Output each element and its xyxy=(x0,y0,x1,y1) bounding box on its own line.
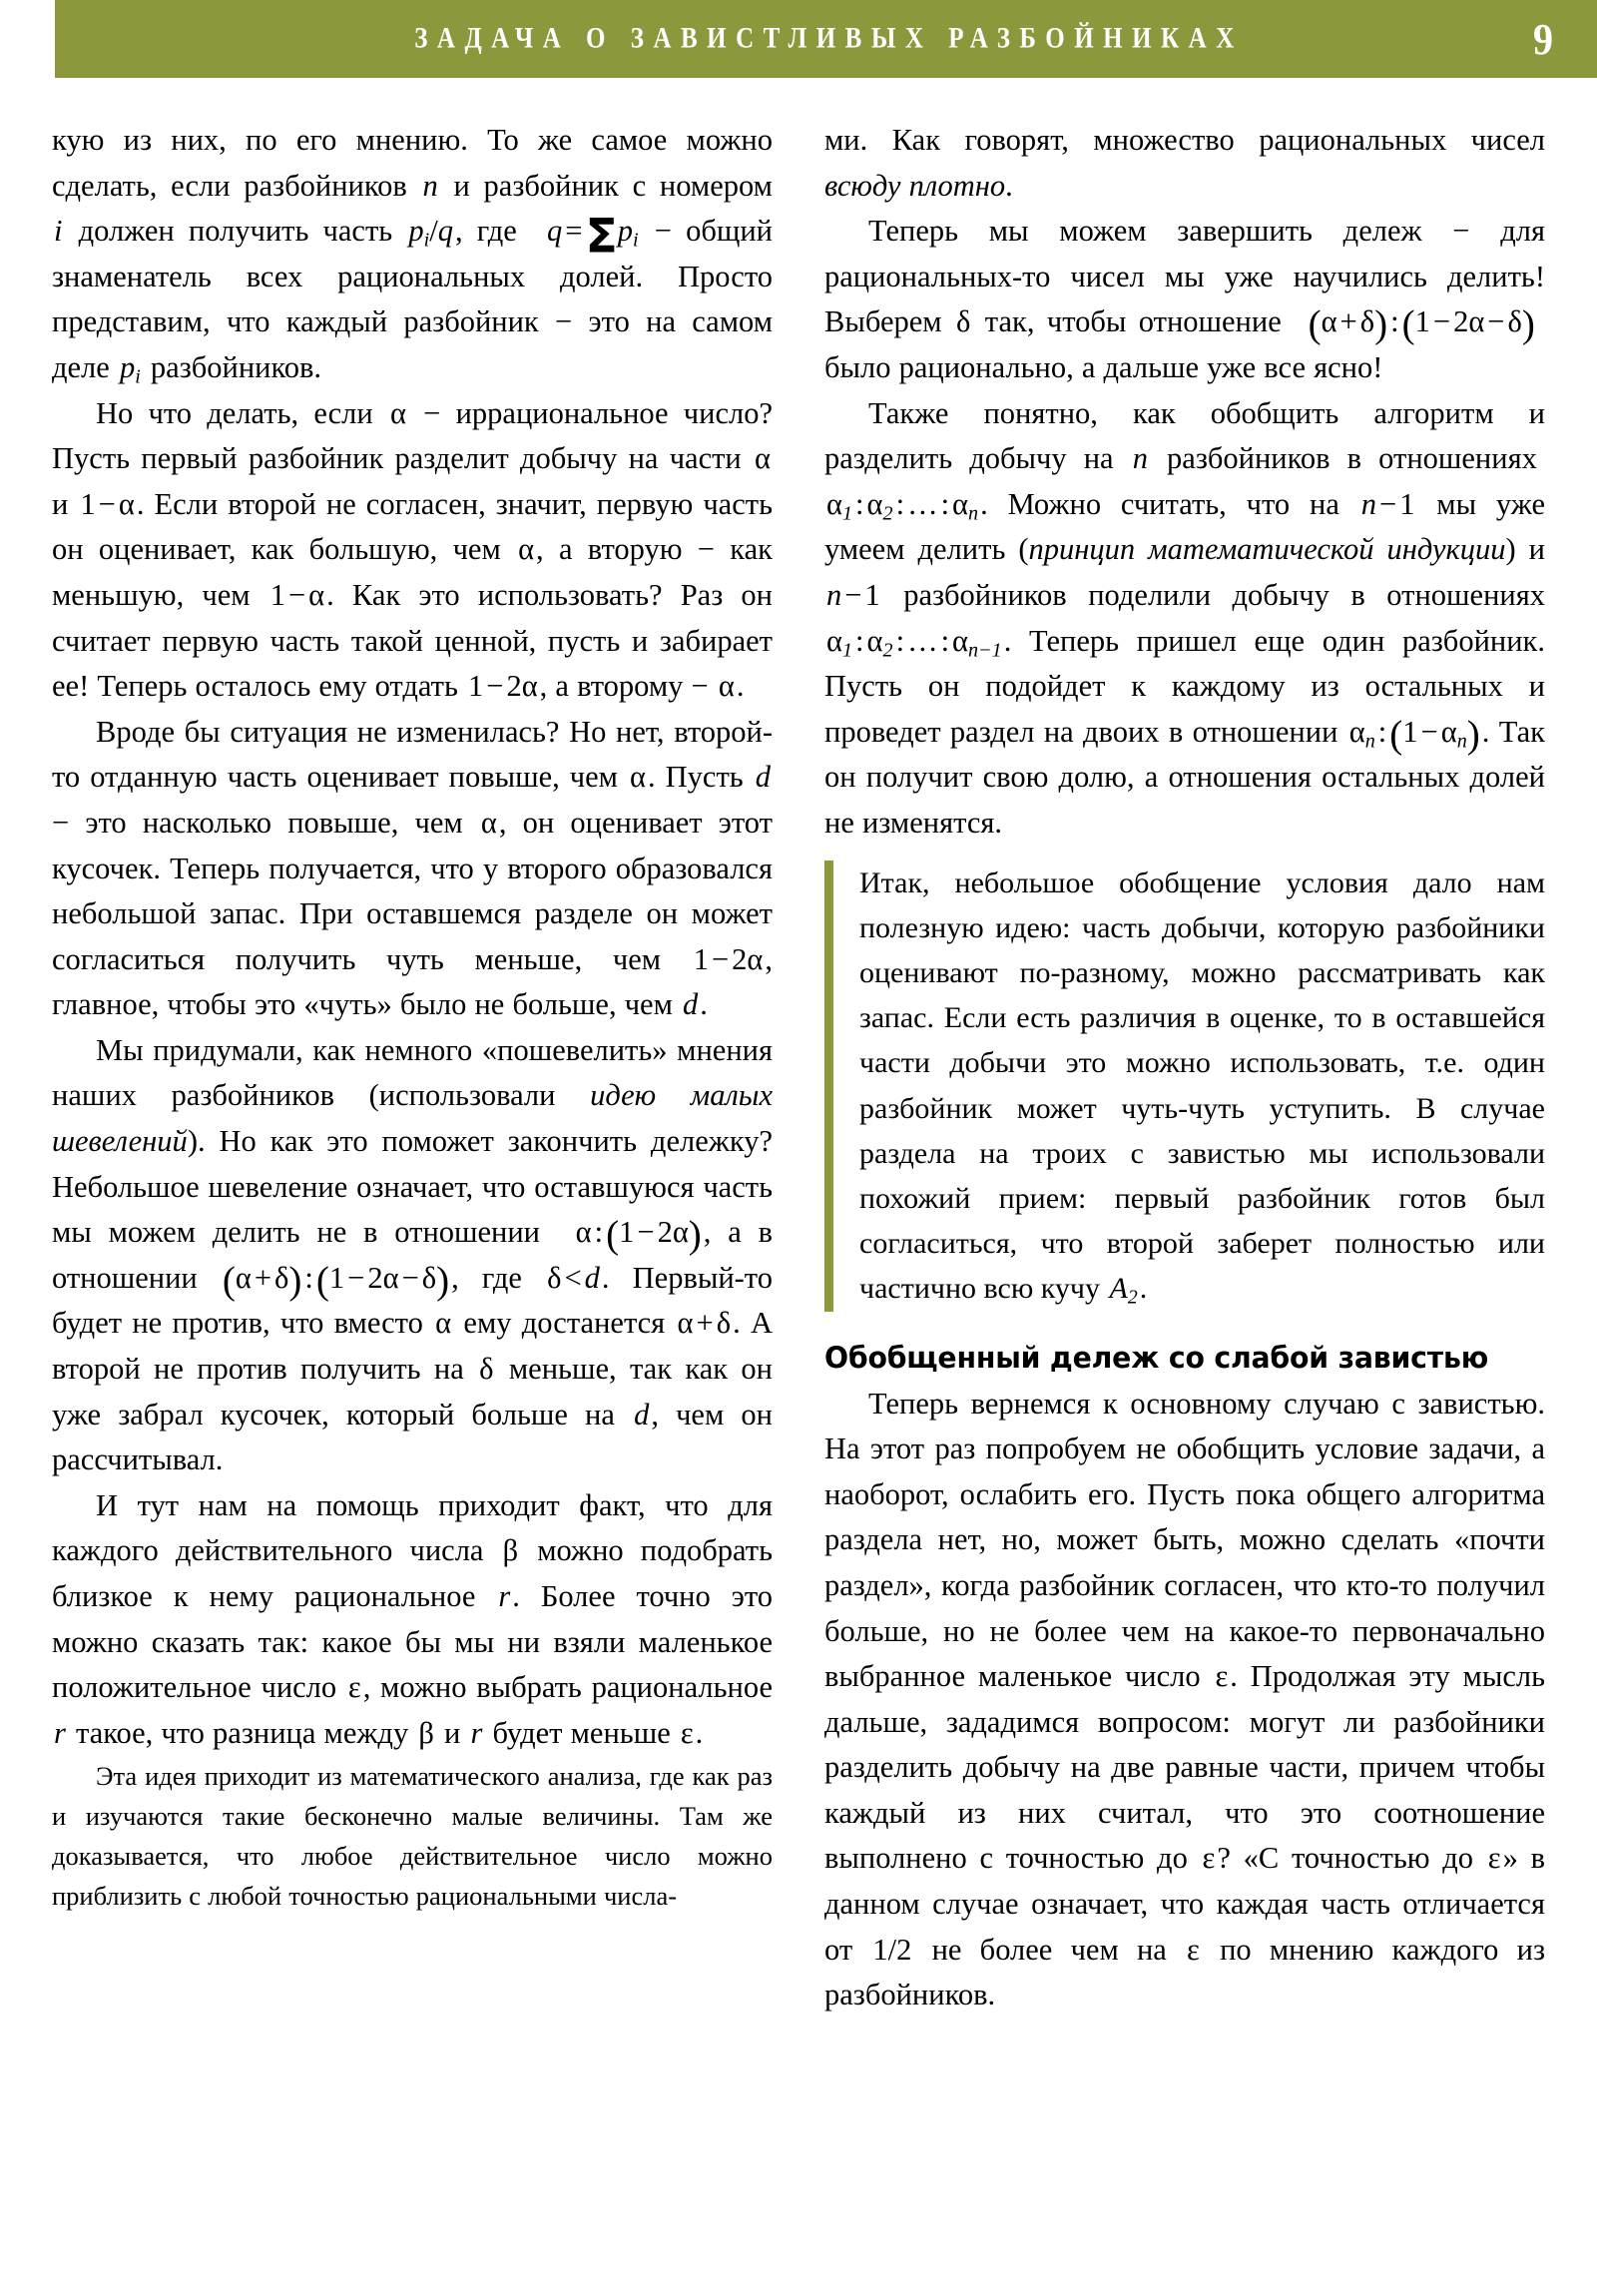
page-body xyxy=(52,118,1545,2018)
paragraph-small: Эта идея приходит из математического анализа, где как раз и изучаются такие бесконечно малые величины. Там же доказывается, что любое действительное число можно приблизить с любой точностью рациональными числа- xyxy=(52,1761,773,1912)
paragraph: И тут нам на помощь приходит факт, что для каждого действительного числа β можно подобрать близкое к нему рациональное r. Более точно это можно сказать так: какое бы мы ни взяли маленькое положительное число ε, можно выбрать рациональное r такое, что разница между β и r будет меньше ε. xyxy=(52,1487,773,1750)
paragraph-continuation: кую из них, по его мнению. То же самое можно сделать, если разбойников n и разбойник с номером i должен получить часть $p_i/q$, где $q=\Sigma p_i$ − общий знаменатель всех рациональных долей. Просто представим, что каждый разбойник − это на самом деле $p_i$ разбойников. xyxy=(52,123,774,388)
section-heading: Обобщенный дележ со слабой завистью xyxy=(824,1340,1489,1375)
paragraph: Вроде бы ситуация не изменилась? Но нет, второй-то отданную часть оценивает повыше, чем α. Пусть d − это насколько повыше, чем α, он оценивает этот кусочек. Теперь получается, что у второго образовался небольшой запас. При оставшемся разделе он может согласиться получить чуть меньше, чем 1−2α, главное, чтобы это «чуть» было не больше, чем d. xyxy=(52,714,773,1022)
paragraph-continuation: ми. Как говорят, множество рациональных чисел всюду плотно. xyxy=(824,123,1545,203)
emphasis-phrase: всюду плотно xyxy=(824,168,1006,203)
paragraph: Также понятно, как обобщить алгоритм и разделить добычу на n разбойников в отношениях $\alpha_1:\alpha_2:\dots:\alpha_n$. Можно считать, что на n−1 мы уже умеем делить (принцип математической индукции) и n−1 разбойников поделили добычу в отношениях $\alpha_1:\alpha_2:\dots:\alpha_{n-1}$. Теперь пришел еще один разбойник. Пусть он подойдет к каждому из остальных и проведет раздел на двоих в отношении $\alpha_n:(1-\alpha_n)$. Так он получит свою долю, а отношения остальных долей не изменятся. xyxy=(824,395,1545,840)
paragraph: Теперь вернемся к основному случаю с завистью. На этот раз попробуем не обобщить условие задачи, а наоборот, ослабить его. Пусть пока общего алгоритма раздела нет, но, может быть, можно сделать «почти раздел», когда разбойник согласен, что кто-то получил больше, но не более чем на какое-то первоначально выбранное маленькое число ε. Продолжая эту мысль дальше, зададимся вопросом: могут ли разбойники разделить добычу на две равные части, причем чтобы каждый из них считал, что это соотношение выполнено с точностью до ε? «С точностью до ε» в данном случае означает, что каждая часть отличается от 1/2 не более чем на ε по мнению каждого из разбойников. xyxy=(824,1386,1545,2012)
emphasis-phrase: идею малых шевелений xyxy=(52,1078,773,1159)
paragraph: Мы придумали, как немного «пошевелить» мнения наших разбойников (использовали идею малых шевелений). Но как это поможет закончить дележку? Небольшое шевеление означает, что оставшуюся часть мы можем делить не в отношении α:(1−2α), а в отношении (α+δ):(1−2α−δ), где δ<d. Первый-то будет не против, что вместо α ему достанется α+δ. А второй не против получить на δ меньше, так как он уже забрал кусочек, который больше на d, чем он рассчитывал. xyxy=(52,1032,774,1477)
paragraph: Но что делать, если α − иррациональное число? Пусть первый разбойник разделит добычу на части α и 1−α. Если второй не согласен, значит, первую часть он оценивает, как большую, чем α, а вторую − как меньшую, чем 1−α. Как это использовать? Раз он считает первую часть такой ценной, пусть и забирает ее! Теперь осталось ему отдать 1−2α, а второму − α. xyxy=(52,395,774,704)
callout-text: Итак, небольшое обобщение условия дало нам полезную идею: часть добычи, которую разбойники оценивают по-разному, можно рассматривать как запас. Если есть различия в оценке, то в оставшейся части добычи это можно использовать, т.е. один разбойник может чуть-чуть уступить. В случае раздела на троих с завистью мы использовали похожий прием: первый разбойник готов был согласиться, что второй заберет полностью или частично всю кучу $A_2$. xyxy=(859,865,1545,1309)
page-header-band xyxy=(55,0,1597,78)
callout-box xyxy=(824,861,1545,1312)
running-head-title: ЗАДАЧА О ЗАВИСТЛИВЫХ РАЗБОЙНИКАХ xyxy=(414,22,1244,55)
right-column xyxy=(824,118,1545,2018)
page-number: 9 xyxy=(1533,14,1553,64)
emphasis-phrase: принцип математической индукции xyxy=(1028,532,1506,567)
paragraph: Теперь мы можем завершить дележ − для рациональных-то чисел мы уже научились делить! Выберем δ так, чтобы отношение (α+δ):(1−2α−δ) было рационально, а дальше уже все ясно! xyxy=(824,214,1545,384)
left-column xyxy=(52,118,773,2018)
